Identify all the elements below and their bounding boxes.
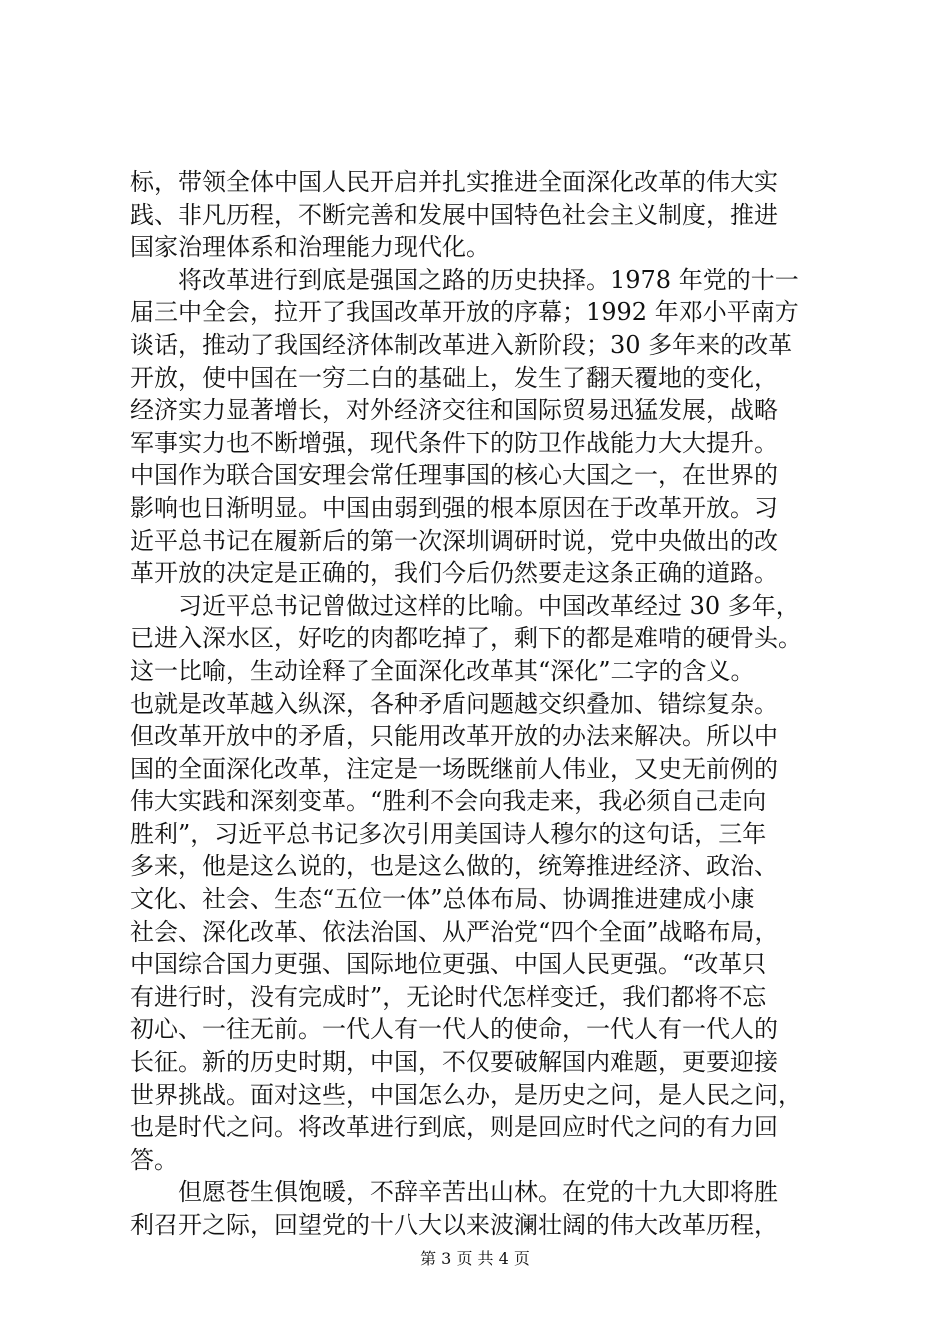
page-number-footer: 第 3 页 共 4 页 [420,1249,530,1268]
paragraph-2: 将改革进行到底是强国之路的历史抉择。1978 年党的十一 届三中全会，拉开了我国改革开放的序幕；1992 年邓小平南方 谈话，推动了我国经济体制改革进入新阶段；30 多年来的改革 开放，使中国在一穷二白的基础上，发生了翻天覆地的变化， 经济实力显著增长，对外经济交往和国际贸易迅猛发展，战略 军事实力也不断增强，现代条件下的防卫作战能力大大提升。 中国作为联合国安理会常任理事国的核心大国之一，在世界的 影响也日渐明显。中国由弱到强的根本原因在于改革开放。习 近平总书记在履新后的第一次深圳调研时说，党中央做出的改 革开放的决定是正确的，我们今后仍然要走这条正确的道路。 [130,265,799,588]
paragraph-3: 习近平总书记曾做过这样的比喻。中国改革经过 30 多年， 已进入深水区，好吃的肉都吃掉了，剩下的都是难啃的硬骨头。 这一比喻，生动诠释了全面深化改革其“深化”二字的含义。 也就是改革越入纵深，各种矛盾问题越交织叠加、错综复杂。 但改革开放中的矛盾，只能用改革开放的办法来解决。所以中 国的全面深化改革，注定是一场既继前人伟业，又史无前例的 伟大实践和深刻变革。“胜利不会向我走来，我必须自己走向 胜利”，习近平总书记多次引用美国诗人穆尔的这句话，三年 多来，他是这么说的，也是这么做的，统筹推进经济、政治、 文化、社会、生态“五位一体”总体布局、协调推进建成小康 社会、深化改革、依法治国、从严治党“四个全面”战略布局， 中国综合国力更强、国际地位更强、中国人民更强。“改革只 有进行时，没有完成时”，无论时代怎样变迁，我们都将不忘 初心、一往无前。一代人有一代人的使命，一代人有一代人的 长征。新的历史时期，中国，不仅要破解国内难题，更要迎接 世界挑战。面对这些，中国怎么办，是历史之问，是人民之问， 也是时代之问。将改革进行到底，则是回应时代之问的有力回 答。 [130,591,802,1174]
paragraph-1: 标，带领全体中国人民开启并扎实推进全面深化改革的伟大实 践、非凡历程，不断完善和发展中国特色社会主义制度，推进 国家治理体系和治理能力现代化。 [130,168,778,262]
document-body [130,166,850,1242]
paragraph-4: 但愿苍生俱饱暖，不辞辛苦出山林。在党的十九大即将胜 利召开之际，回望党的十八大以来波澜壮阔的伟大改革历程， [130,1178,778,1239]
